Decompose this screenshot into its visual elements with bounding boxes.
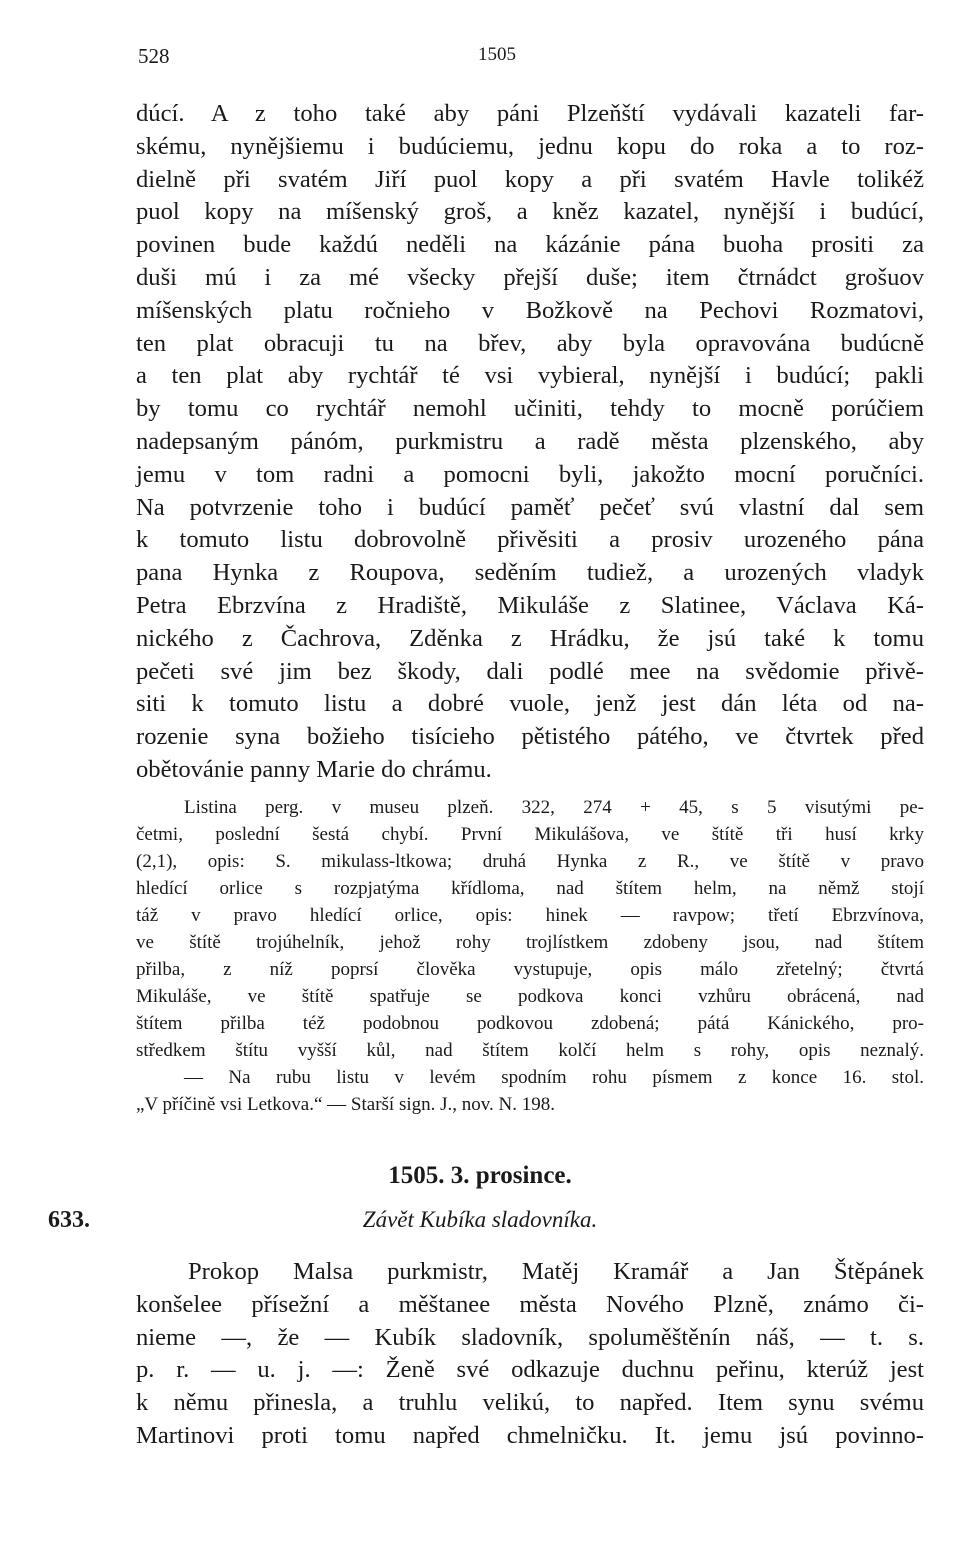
text-line: by tomu co rychtář nemohl učiniti, tehdy to mocně porúčiem [136,395,924,423]
text-line: míšenských platu ročnieho v Božkově na Pechovi Rozmatovi, [136,296,924,324]
note-line: — Na rubu listu v levém spodním rohu písmem z konce 16. stol. [184,1067,924,1088]
text-line: Martinovi proti tomu napřed chmelničku. It. jemu jsú povinno- [136,1421,924,1449]
text-line: p. r. — u. j. —: Ženě své odkazuje duchnu peřinu, kterúž jest [136,1356,924,1384]
text-line: k tomuto listu dobrovolně přivěsiti a prosiv urozeného pána [136,526,924,554]
entry-paragraph [136,1256,924,1453]
text-line: Prokop Malsa purkmistr, Matěj Kramář a Jan Štěpánek [188,1258,924,1285]
page-number: 528 [138,44,170,68]
text-line: povinen bude každú neděli na kázánie pána buoha prositi za [136,231,924,259]
text-line: obětovánie panny Marie do chrámu. [136,755,492,783]
note-line: „V příčině vsi Letkova.“ — Starší sign. J., nov. N. 198. [136,1094,556,1115]
text-line: nadepsaným pánóm, purkmistru a radě města plzenského, aby [136,427,924,455]
page-header [0,44,960,74]
note-line: přilba, z níž poprsí člověka vystupuje, opis málo zřetelný; čtvrtá [136,959,924,980]
text-line: Na potvrzenie toho i budúcí paměť pečeť svú vlastní dal sem [136,493,924,521]
text-line: nického z Čachrova, Zděnka z Hrádku, že jsú také k tomu [136,624,924,652]
text-line: jemu v tom radni a pomocni byli, jakožto mocní poručníci. [136,460,924,488]
entry-title: Závět Kubíka sladovníka. [362,1207,598,1232]
text-line: rozenie syna božieho tisícieho pětistého pátého, ve čtvrtek před [136,723,924,751]
note-line: Mikuláše, ve štítě spatřuje se podkova konci vzhůru obrácená, nad [136,986,924,1007]
text-line: Petra Ebrzvína z Hradiště, Mikuláše z Slatinee, Václava Ká- [136,591,924,619]
main-paragraph [136,98,924,787]
text-line: pana Hynka z Roupova, seděním tudiež, a urozených vladyk [136,559,924,587]
text-line: puol kopy na míšenský groš, a kněz kazatel, nynější i budúcí, [136,198,924,226]
running-year: 1505 [478,44,516,65]
text-line: dúcí. A z toho také aby páni Plzeňští vydávali kazateli far- [136,100,924,127]
entry-number: 633. [48,1207,90,1233]
text-line: pečeti své jim bez škody, dali podlé mee na svědomie přivě- [136,657,924,685]
note-line: četmi, poslední šestá chybí. První Mikulášova, ve štítě tři husí krky [136,824,924,845]
archival-note [136,794,924,1118]
note-line: štítem přilba též podobnou podkovou zdobená; pátá Kánického, pro- [136,1013,924,1034]
text-line: ten plat obracuji tu na břev, aby byla opravována budúcně [136,329,924,357]
note-line: Listina perg. v museu plzeň. 322, 274 + 45, s 5 visutými pe- [184,797,924,818]
note-line: (2,1), opis: S. mikulass-ltkowa; druhá Hynka z R., ve štítě v pravo [136,851,924,872]
note-line: středkem štítu vyšší kůl, nad štítem kolčí helm s rohy, opis neznalý. [136,1040,924,1061]
text-line: dielně při svatém Jiří puol kopy a při svatém Havle tolikéž [136,165,924,193]
text-line: k němu přinesla, a truhlu velikú, to napřed. Item synu svému [136,1389,924,1417]
entry-date: 1505. 3. prosince. [388,1162,572,1189]
text-line: nieme —, že — Kubík sladovník, spoluměštěnín náš, — t. s. [136,1323,924,1351]
text-line: a ten plat aby rychtář té vsi vybieral, nynější i budúcí; pakli [136,362,924,390]
note-line: táž v pravo hledící orlice, opis: hinek — ravpow; třetí Ebrzvínova, [136,905,924,926]
text-line: siti k tomuto listu a dobré vuole, jenž jest dán léta od na- [136,690,924,718]
text-line: skému, nynějšiemu i budúciemu, jednu kopu do roka a to roz- [136,132,924,160]
note-line: ve štítě trojúhelník, jehož rohy trojlístkem zdobeny jsou, nad štítem [136,932,924,953]
text-line: duši mú i za mé všecky přejší duše; item čtrnádct grošuov [136,263,924,291]
text-line: konšelee přísežní a měštanee města Nového Plzně, známo či- [136,1290,924,1318]
note-line: hledící orlice s rozpjatýma křídloma, nad štítem helm, na němž stojí [136,878,924,899]
